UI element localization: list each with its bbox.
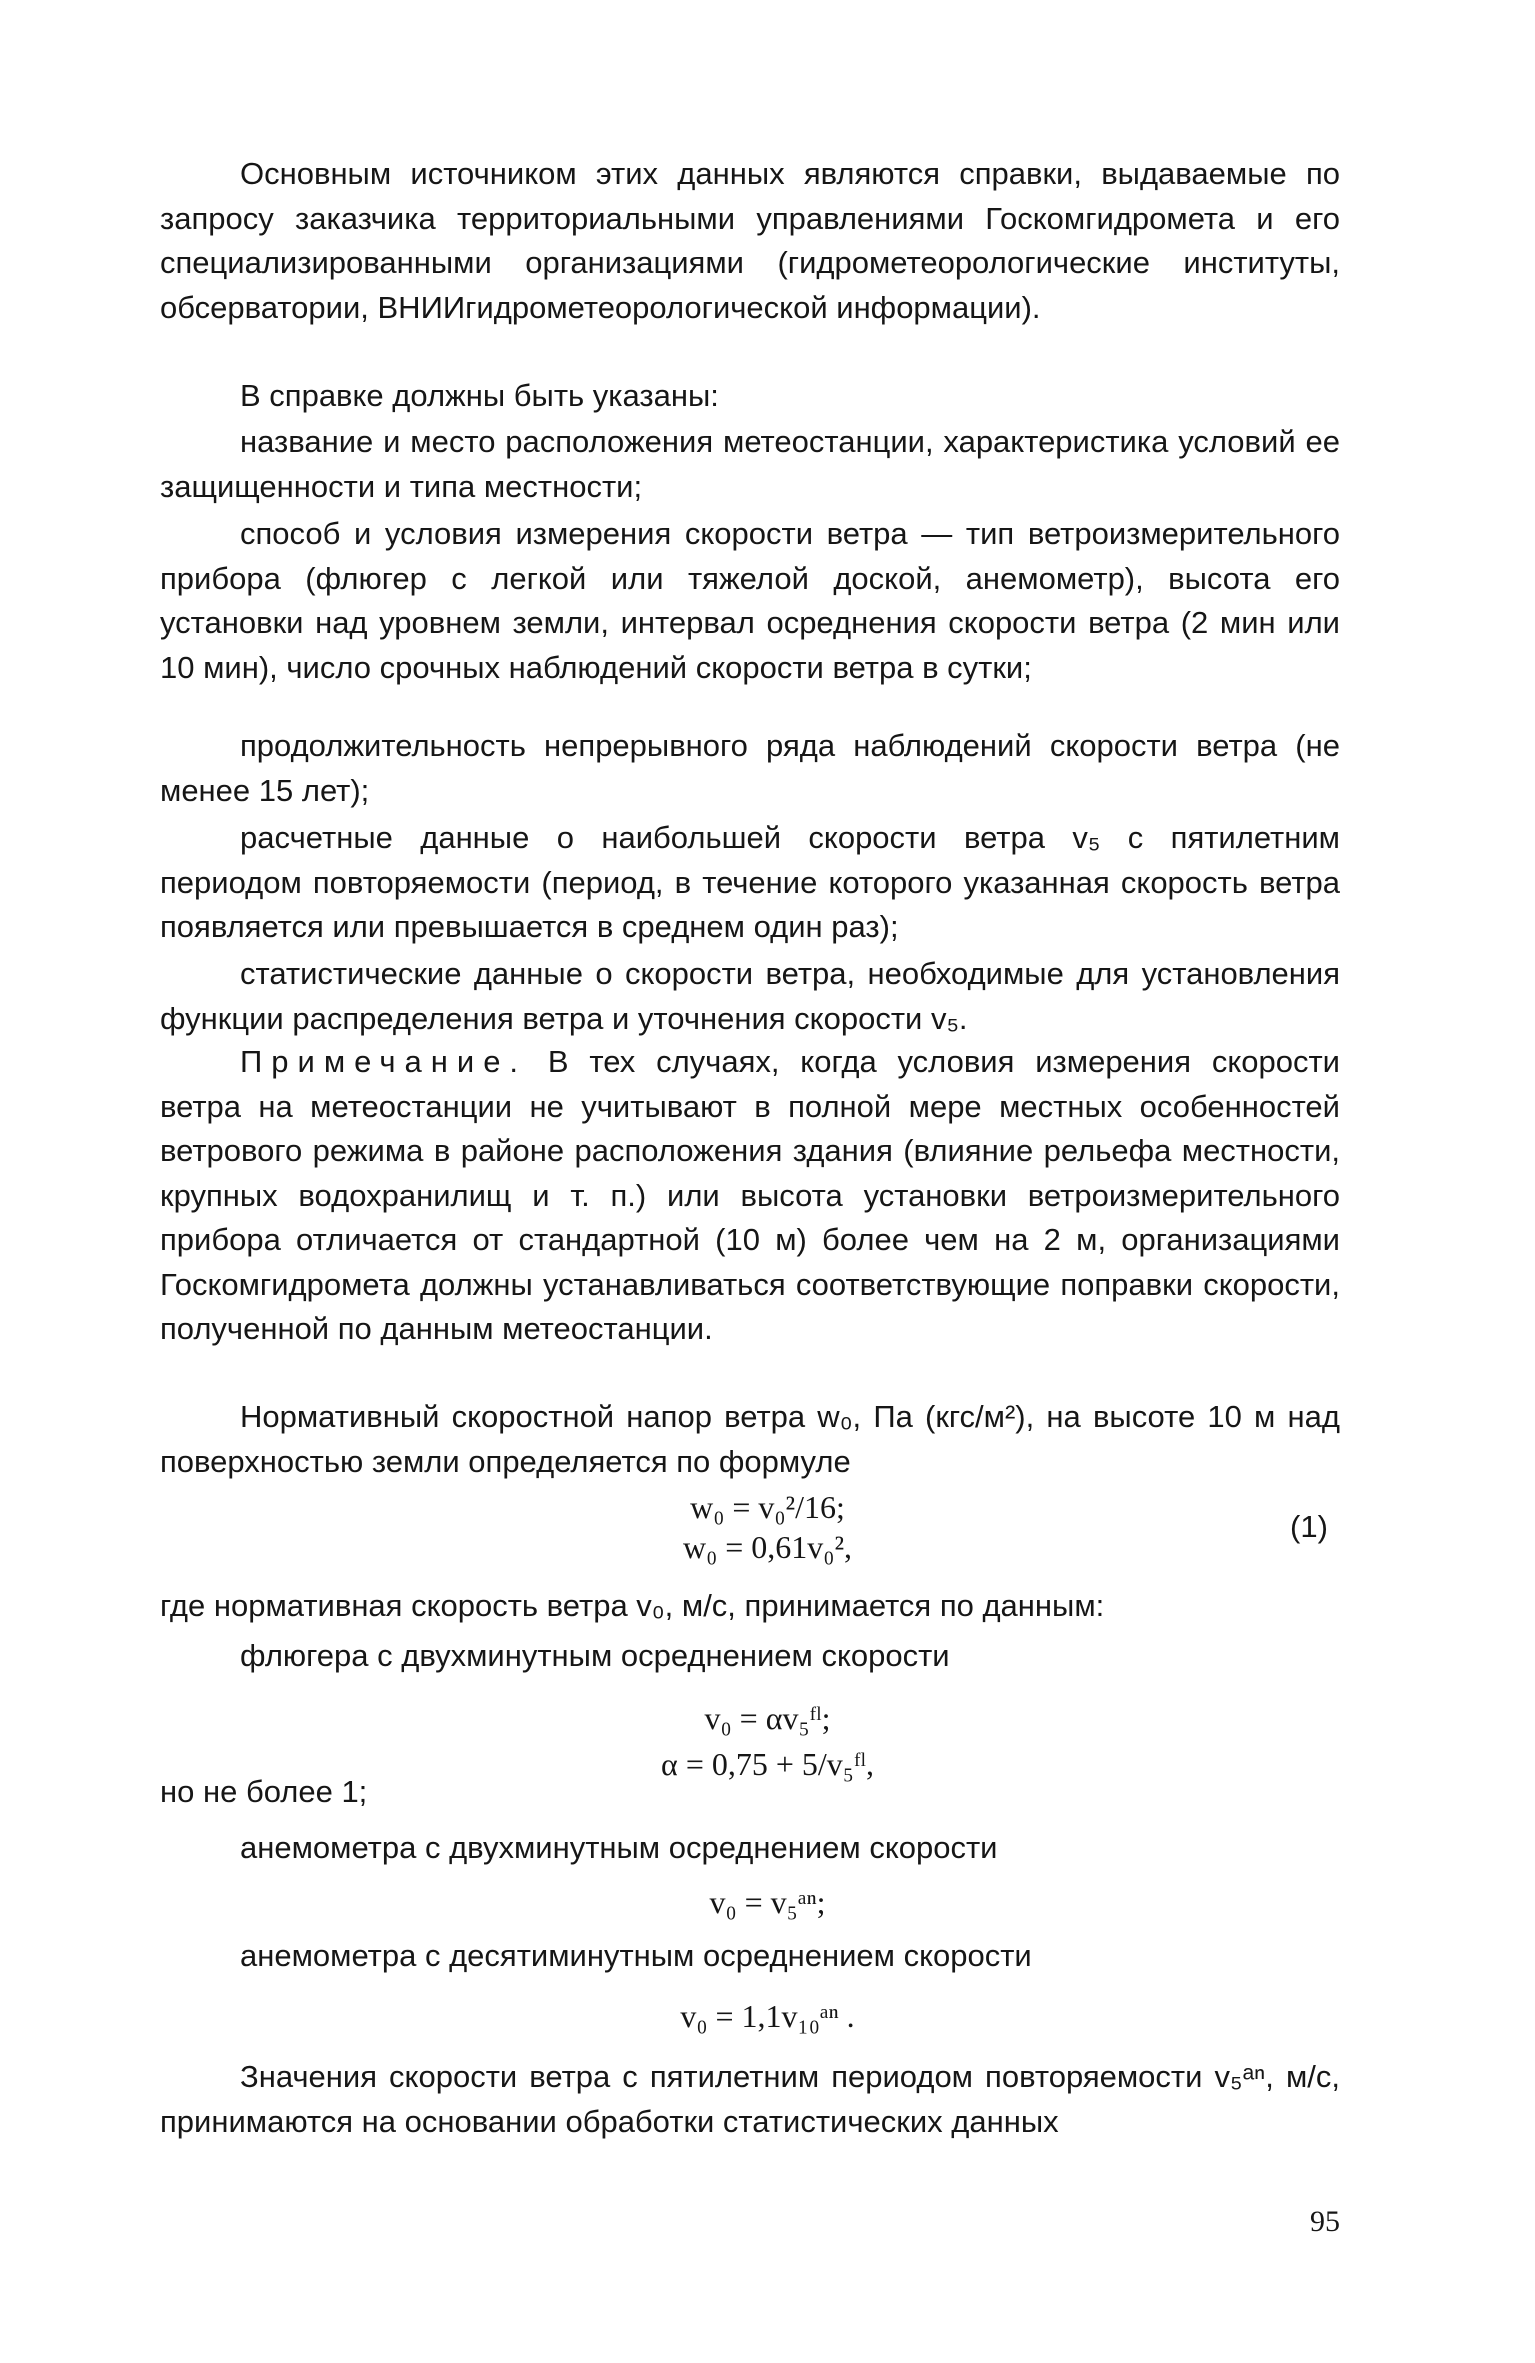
item-anemometer-10min: анемометра с десятиминутным осреднением скорости [240,1938,1032,1973]
note-paragraph [160,1040,1340,1352]
note-label: Примечание. [240,1044,528,1079]
paragraph-sources: Основным источником этих данных являются справки, выдаваемые по запросу заказчика территориальными управлениями Госкомгидромета и его специализированными организациями (гидрометеорологические институты, обсерватории, ВНИИгидрометеорологической информации). [160,156,1340,325]
last-paragraph: Значения скорости ветра с пятилетним периодом повторяемости v₅ᵃⁿ, м/с, принимаются на основании обработки статистических данных [160,2059,1340,2139]
list-item-station: название и место расположения метеостанции, характеристика условий ее защищенности и типа местности; [160,424,1340,504]
formula-number: (1) [1290,1509,1328,1544]
formula-3: v₀ = v₅ᵃⁿ; [709,1884,826,1920]
formula-2a: v₀ = αv₅ᶠˡ; [704,1700,831,1736]
item-anemometer-2min: анемометра с двухминутным осреднением скорости [240,1830,998,1865]
where-text: где нормативная скорость ветра v₀, м/с, принимается по данным: [160,1588,1105,1623]
formula-1b: w₀ = 0,61v₀², [682,1529,853,1565]
formula-1a: w₀ = v₀²/16; [690,1489,845,1525]
formula-4: v₀ = 1,1v₁₀ᵃⁿ . [680,1998,855,2034]
note-text: В тех случаях, когда условия измерения скорости ветра на метеостанции не учитывают в полной мере местных особенностей ветрового режима в районе расположения здания (влияние рельефа местности, крупных водохранилищ и т. п.) или высота установки ветроизмерительного прибора отличается от стандартной (10 м) более чем на 2 м, организациями Госкомгидромета должны устанавливаться соответствующие поправки скорости, полученной по данным метеостанции. [160,1044,1340,1346]
list-item-measurement: способ и условия измерения скорости ветра — тип ветроизмерительного прибора (флюгер с легкой или тяжелой доской, анемометр), высота его установки над уровнем земли, интервал осреднения скорости ветра (2 мин или 10 мин), число срочных наблюдений скорости ветра в сутки; [160,516,1340,685]
list-item-design-data: расчетные данные о наибольшей скорости ветра v₅ с пятилетним периодом повторяемости (период, в течение которого указанная скорость ветра появляется или превышается в среднем один раз); [160,820,1340,944]
list-item-duration: продолжительность непрерывного ряда наблюдений скорости ветра (не менее 15 лет); [160,728,1340,808]
formula-intro: Нормативный скоростной напор ветра w₀, Па (кгс/м²), на высоте 10 м над поверхностью земли определяется по формуле [160,1399,1340,1479]
paragraph-certificate-intro: В справке должны быть указаны: [240,378,719,413]
list-item-statistics: статистические данные о скорости ветра, необходимые для установления функции распределения ветра и уточнения скорости v₅. [160,956,1340,1036]
not-more-text: но не более 1; [160,1774,368,1809]
page-number: 95 [1310,2205,1340,2238]
item-vane: флюгера с двухминутным осреднением скорости [240,1638,950,1673]
formula-2b: α = 0,75 + 5/v₅ᶠˡ, [661,1746,874,1782]
